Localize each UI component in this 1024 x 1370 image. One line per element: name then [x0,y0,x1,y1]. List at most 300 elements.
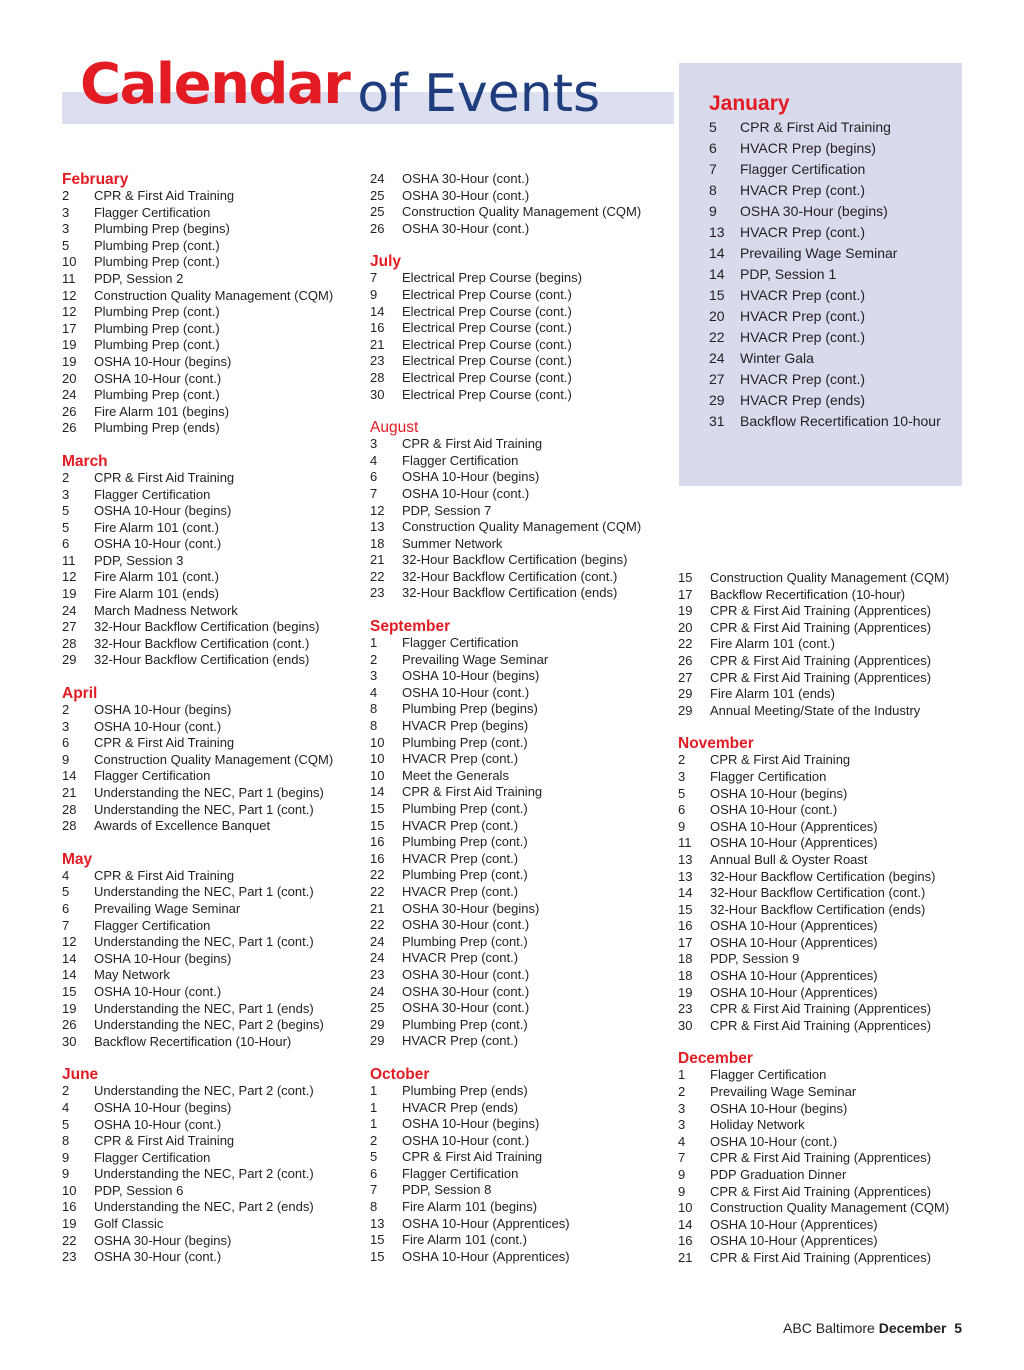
event-day: 14 [678,1216,693,1232]
event-day: 1 [370,635,378,651]
event-row [370,1149,670,1166]
event-day: 14 [62,967,77,983]
month-heading: October [370,1065,430,1083]
section-gap [62,835,362,851]
event-row [678,918,978,935]
event-day: 11 [62,552,76,568]
event-title: OSHA 30-Hour (cont.) [402,917,530,933]
event-day: 8 [370,718,378,734]
event-title: Electrical Prep Course (cont.) [402,369,572,385]
event-title: Flagger Certification [402,635,519,651]
event-row [678,620,978,637]
event-title: HVACR Prep (ends) [740,392,866,408]
event-row [678,1184,978,1201]
event-title: Understanding the NEC, Part 1 (ends) [94,1000,314,1016]
event-title: HVACR Prep (cont.) [402,850,519,866]
event-row [62,304,362,321]
event-row [62,238,362,255]
event-row [62,619,362,636]
event-title: Fire Alarm 101 (cont.) [94,519,219,535]
event-day: 9 [709,203,717,219]
event-title: OSHA 10-Hour (begins) [402,668,540,684]
event-title: Flagger Certification [94,1149,211,1165]
event-day: 26 [62,403,77,419]
event-day: 19 [62,353,77,369]
event-day: 14 [709,266,725,282]
event-title: CPR & First Aid Training (Apprentices) [710,1150,932,1166]
event-day: 20 [62,370,77,386]
event-row [370,652,670,669]
event-title: Plumbing Prep (cont.) [94,254,220,270]
event-title: PDP, Session 8 [402,1182,492,1198]
event-row [62,387,362,404]
event-title: Construction Quality Management (CQM) [94,751,334,767]
event-row [370,635,670,652]
event-title: Plumbing Prep (cont.) [402,933,528,949]
event-row [370,353,670,370]
event-title: Fire Alarm 101 (cont.) [710,636,835,652]
event-title: OSHA 30-Hour (begins) [402,900,540,916]
event-title: Backflow Recertification (10-hour) [710,586,906,602]
event-title: Plumbing Prep (cont.) [402,801,528,816]
event-row [678,1217,978,1234]
event-row [370,1216,670,1233]
event-row [678,1084,978,1101]
event-day: 1 [370,1082,378,1098]
event-title: OSHA 10-Hour (cont.) [94,718,222,734]
calendar-column-1 [62,171,362,1266]
event-title: CPR & First Aid Training [94,735,235,751]
event-title: Plumbing Prep (begins) [402,701,538,717]
event-row [370,585,670,602]
month-heading: May [62,850,93,868]
event-day: 18 [678,968,693,984]
event-day: 2 [678,1084,686,1100]
event-title: OSHA 10-Hour (begins) [402,469,540,485]
event-day: 23 [370,353,385,369]
event-title: Prevailing Wage Seminar [94,900,241,916]
event-row [678,653,978,670]
month-heading: January [709,92,790,115]
event-row [370,934,670,951]
event-day: 12 [370,502,385,518]
event-title: Prevailing Wage Seminar [402,651,549,667]
event-row [62,1233,362,1250]
event-day: 24 [62,602,77,618]
event-row [370,1232,670,1249]
event-title: Fire Alarm 101 (begins) [94,403,230,419]
event-title: Construction Quality Management (CQM) [710,1200,950,1216]
event-day: 5 [709,119,717,135]
event-title: Construction Quality Management (CQM) [94,287,334,303]
event-day: 10 [678,1200,693,1216]
event-title: Flagger Certification [710,768,827,784]
event-title: CPR & First Aid Training [94,469,235,485]
event-title: 32-Hour Backflow Certification (cont.) [402,568,618,584]
event-row [62,354,362,371]
event-title: Plumbing Prep (cont.) [94,337,220,353]
event-row [62,1100,362,1117]
event-day: 3 [678,1100,686,1116]
event-title: CPR & First Aid Training (Apprentices) [710,1001,932,1017]
event-title: OSHA 10-Hour (begins) [94,702,232,718]
event-row [370,387,670,404]
event-row [62,1150,362,1167]
event-day: 6 [62,900,70,916]
event-title: Golf Classic [94,1216,164,1232]
event-title: Flagger Certification [402,452,519,468]
event-title: Fire Alarm 101 (cont.) [402,1232,527,1248]
event-title: HVACR Prep (cont.) [402,817,519,833]
event-day: 15 [709,287,725,303]
event-row [370,221,670,238]
event-day: 10 [370,734,385,750]
event-day: 9 [62,751,70,767]
event-row [62,221,362,238]
event-row [678,703,978,720]
event-title: Annual Bull & Oyster Roast [710,851,868,867]
event-row [62,802,362,819]
event-day: 24 [370,983,385,999]
event-title: May Network [94,967,170,983]
event-row [678,1001,978,1018]
event-title: OSHA 30-Hour (begins) [740,203,888,219]
event-day: 23 [370,585,385,601]
event-day: 28 [62,801,77,817]
event-title: Plumbing Prep (cont.) [402,834,528,850]
event-title: Understanding the NEC, Part 2 (cont.) [94,1083,314,1099]
event-day: 22 [709,329,725,345]
event-row [678,670,978,687]
event-day: 25 [370,187,385,203]
event-title: HVACR Prep (cont.) [740,224,865,240]
event-day: 22 [370,568,385,584]
event-title: CPR & First Aid Training [94,1133,235,1149]
section-gap [62,669,362,685]
event-row [62,918,362,935]
event-row [370,469,670,486]
event-day: 28 [370,369,385,385]
event-day: 8 [370,701,378,717]
event-title: Electrical Prep Course (cont.) [402,336,572,352]
event-day: 4 [678,1133,686,1149]
event-day: 12 [62,287,77,303]
event-title: Plumbing Prep (cont.) [94,237,220,253]
event-title: Backflow Recertification 10-hour [740,413,941,429]
event-row [370,901,670,918]
section-gap [678,719,978,735]
event-row [370,735,670,752]
event-row [62,420,362,437]
title-calendar: Calendar [80,52,350,117]
event-day: 13 [709,224,725,240]
event-row [370,1000,670,1017]
event-title: OSHA 10-Hour (cont.) [94,983,222,999]
event-row [370,188,670,205]
event-day: 9 [62,1149,70,1165]
event-day: 10 [370,751,385,767]
event-row [62,652,362,669]
event-row [62,951,362,968]
event-title: Plumbing Prep (ends) [94,420,220,436]
event-title: CPR & First Aid Training (Apprentices) [710,669,932,685]
event-title: Understanding the NEC, Part 1 (cont.) [94,934,314,950]
event-day: 6 [370,1165,378,1181]
month-heading: March [62,452,108,470]
event-row [62,735,362,752]
event-row [678,1101,978,1118]
event-title: Prevailing Wage Seminar [740,245,898,261]
event-day: 22 [370,867,385,883]
event-row [62,371,362,388]
event-day: 28 [62,818,77,834]
event-title: Flagger Certification [94,204,211,220]
section-gap [678,1034,978,1050]
event-row [62,205,362,222]
event-title: OSHA 10-Hour (cont.) [402,684,530,700]
event-row [370,967,670,984]
event-title: OSHA 10-Hour (Apprentices) [710,818,878,834]
event-day: 6 [62,536,70,552]
month-heading: December [678,1050,753,1068]
event-title: Understanding the NEC, Part 1 (cont.) [94,884,314,900]
event-row [678,570,978,587]
event-day: 14 [370,784,385,800]
event-day: 2 [62,702,70,718]
event-day: 2 [62,188,70,203]
event-row [370,270,670,287]
event-title: OSHA 30-Hour (cont.) [94,1249,222,1265]
event-row [709,222,959,243]
event-title: 32-Hour Backflow Certification (begins) [94,619,320,635]
event-day: 21 [678,1249,693,1265]
event-row [709,285,959,306]
event-row [709,369,959,390]
page-title [80,52,601,124]
event-row [678,902,978,919]
event-row [62,404,362,421]
event-day: 19 [678,603,693,619]
event-title: Meet the Generals [402,767,509,783]
event-day: 20 [678,619,693,635]
event-title: Plumbing Prep (begins) [94,221,230,237]
event-day: 29 [370,1033,385,1049]
event-day: 23 [678,1001,693,1017]
event-day: 21 [62,785,77,800]
event-title: 32-Hour Backflow Certification (begins) [402,552,628,568]
event-title: HVACR Prep (cont.) [740,308,865,324]
event-title: OSHA 10-Hour (Apprentices) [402,1248,570,1264]
event-row [678,852,978,869]
event-day: 10 [62,1182,77,1198]
event-row [370,851,670,868]
event-day: 9 [678,1183,686,1199]
event-day: 14 [62,950,77,966]
event-day: 13 [678,851,693,867]
event-row [370,768,670,785]
event-day: 5 [62,519,70,535]
event-title: CPR & First Aid Training (Apprentices) [710,652,932,668]
event-day: 3 [62,486,70,502]
event-row [62,868,362,885]
event-title: 32-Hour Backflow Certification (cont.) [710,885,926,901]
event-row [62,321,362,338]
event-title: OSHA 10-Hour (begins) [94,1099,232,1115]
event-title: PDP, Session 9 [710,951,800,967]
event-title: CPR & First Aid Training (Apprentices) [710,1249,932,1265]
event-row [62,785,362,802]
event-title: OSHA 10-Hour (cont.) [402,1132,530,1148]
month-heading: February [62,171,129,188]
event-row [370,171,670,188]
month-heading: September [370,618,451,636]
event-row [370,304,670,321]
event-row [370,320,670,337]
event-day: 30 [370,386,385,402]
event-row [370,503,670,520]
event-row [370,784,670,801]
january-column [709,91,959,432]
event-title: Construction Quality Management (CQM) [402,519,642,535]
event-day: 2 [62,1083,70,1099]
event-title: CPR & First Aid Training [94,867,235,883]
event-title: Construction Quality Management (CQM) [402,204,642,220]
event-row [678,1233,978,1250]
event-row [370,867,670,884]
event-title: HVACR Prep (cont.) [740,371,865,387]
event-title: Construction Quality Management (CQM) [710,570,950,585]
event-day: 24 [370,950,385,966]
event-title: CPR & First Aid Training [94,188,235,203]
event-title: Fire Alarm 101 (begins) [402,1199,538,1215]
event-row [370,984,670,1001]
event-title: OSHA 10-Hour (cont.) [710,1133,838,1149]
event-day: 11 [62,270,76,286]
event-day: 14 [709,245,725,261]
event-title: Plumbing Prep (cont.) [94,320,220,336]
month-heading: April [62,685,98,703]
event-title: Electrical Prep Course (cont.) [402,386,572,402]
event-day: 14 [62,768,77,784]
event-title: PDP, Session 7 [402,502,492,518]
event-title: OSHA 10-Hour (cont.) [710,802,838,818]
event-day: 24 [709,350,725,366]
event-title: OSHA 10-Hour (begins) [402,1116,540,1132]
event-title: OSHA 30-Hour (cont.) [402,187,530,203]
event-row [678,1117,978,1134]
event-row [370,884,670,901]
event-day: 7 [370,1182,378,1198]
event-day: 10 [62,254,77,270]
event-title: Annual Meeting/State of the Industry [710,702,921,718]
event-day: 15 [370,801,385,816]
event-row [62,1117,362,1134]
event-title: HVACR Prep (cont.) [402,883,519,899]
event-row [62,1249,362,1266]
event-title: Plumbing Prep (cont.) [94,304,220,320]
event-title: 32-Hour Backflow Certification (ends) [402,585,618,601]
event-row [370,1182,670,1199]
event-row [62,569,362,586]
event-day: 16 [370,850,385,866]
event-row [678,1167,978,1184]
event-day: 30 [678,1017,693,1033]
event-day: 27 [678,669,693,685]
page-footer [783,1320,962,1336]
event-title: OSHA 10-Hour (Apprentices) [710,835,878,851]
event-row [370,1249,670,1266]
event-title: Flagger Certification [402,1165,519,1181]
event-day: 4 [370,452,378,468]
footer-month: December [878,1320,947,1336]
section-gap [370,237,670,253]
event-title: OSHA 10-Hour (Apprentices) [710,934,878,950]
event-row [678,752,978,769]
event-day: 26 [678,652,693,668]
event-title: CPR & First Aid Training [740,119,891,135]
event-day: 2 [370,1132,378,1148]
event-row [62,254,362,271]
event-day: 3 [370,668,378,684]
event-day: 7 [678,1150,686,1166]
event-title: 32-Hour Backflow Certification (ends) [94,652,310,668]
event-row [709,264,959,285]
event-row [370,668,670,685]
calendar-column-2 [370,171,670,1265]
event-title: Flagger Certification [710,1067,827,1083]
event-day: 3 [678,1117,686,1133]
event-day: 12 [62,934,77,950]
event-day: 7 [370,485,378,501]
event-row [370,1100,670,1117]
event-title: HVACR Prep (cont.) [402,1033,519,1049]
section-gap [370,1050,670,1066]
event-day: 1 [370,1116,378,1132]
event-day: 21 [370,552,385,568]
event-day: 9 [678,818,686,834]
event-title: Understanding the NEC, Part 2 (ends) [94,1199,314,1215]
event-title: OSHA 10-Hour (Apprentices) [710,1233,878,1249]
event-day: 14 [370,303,385,319]
event-day: 1 [678,1067,686,1083]
event-title: 32-Hour Backflow Certification (begins) [710,868,936,884]
event-row [370,1166,670,1183]
event-title: CPR & First Aid Training (Apprentices) [710,619,932,635]
event-row [709,138,959,159]
event-title: 32-Hour Backflow Certification (cont.) [94,635,310,651]
event-row [370,436,670,453]
event-day: 5 [678,785,686,801]
event-row [678,603,978,620]
event-row [370,569,670,586]
event-day: 22 [370,917,385,933]
event-title: Flagger Certification [94,917,211,933]
event-title: HVACR Prep (begins) [402,718,529,734]
event-row [370,751,670,768]
event-title: HVACR Prep (cont.) [402,751,519,767]
event-row [62,603,362,620]
event-title: OSHA 10-Hour (cont.) [402,485,530,501]
event-row [62,520,362,537]
event-row [678,968,978,985]
event-title: HVACR Prep (cont.) [740,182,865,198]
event-row [370,370,670,387]
event-title: OSHA 10-Hour (Apprentices) [402,1215,570,1231]
event-row [370,1133,670,1150]
event-day: 3 [62,718,70,734]
event-day: 12 [62,569,77,585]
event-title: Plumbing Prep (cont.) [402,1016,528,1032]
